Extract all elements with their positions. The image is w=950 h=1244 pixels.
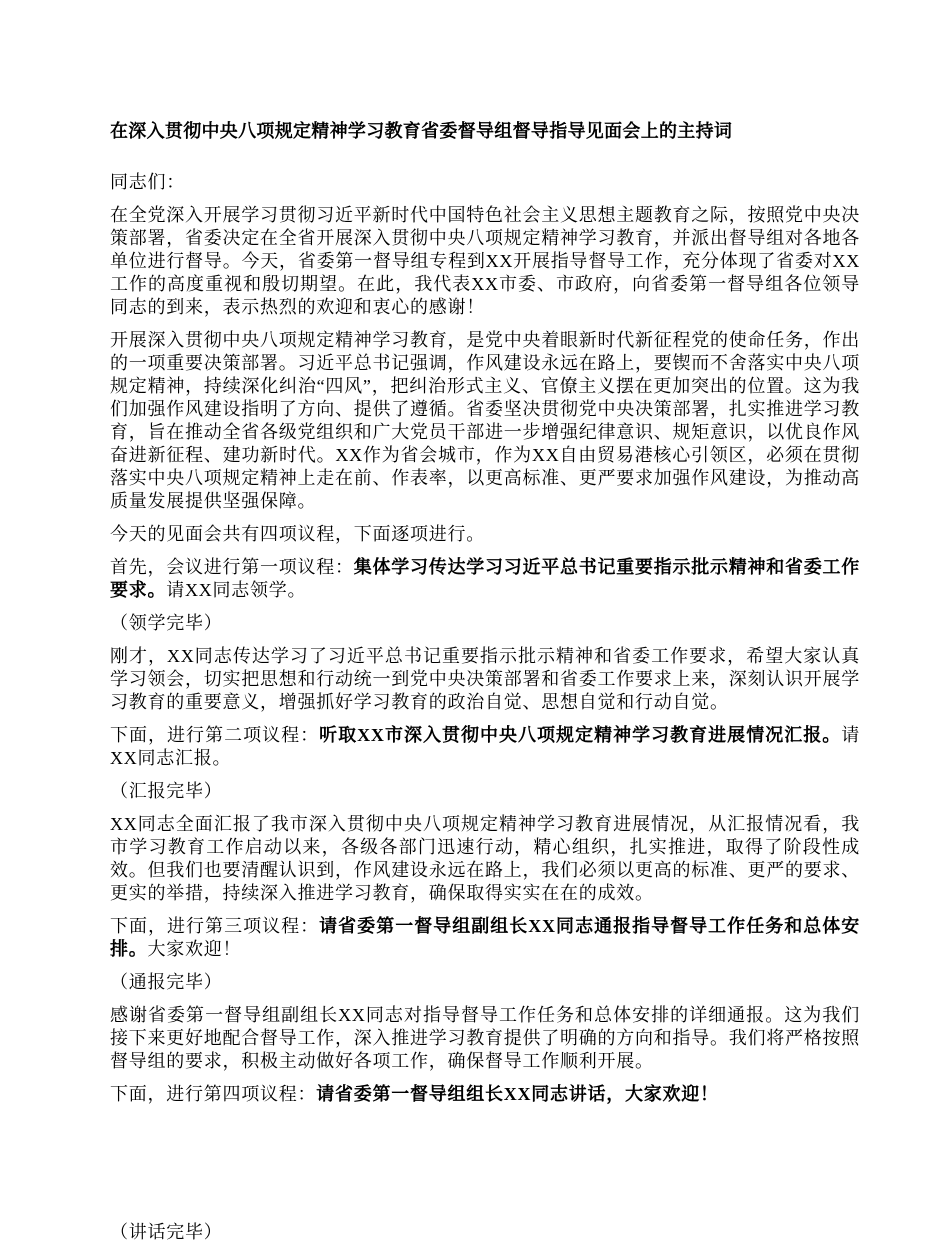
paragraph-welcome: 在全党深入开展学习贯彻习近平新时代中国特色社会主义思想主题教育之际，按照党中央决策部署，省委决定在全省开展深入贯彻中央八项规定精神学习教育，并派出督导组对各地各单位进行督导。今天，省委第一督导组专程到XX开展指导督导工作，充分体现了省委对XX工作的高度重视和殷切期望。在此，我代表XX市委、市政府，向省委第一督导组各位领导同志的到来，表示热烈的欢迎和衷心的感谢！ bbox=[110, 205, 860, 317]
agenda-2-lead: 下面，进行第二项议程： bbox=[110, 725, 320, 745]
agenda-4-topic: 请省委第一督导组组长XX同志讲话，大家欢迎！ bbox=[316, 1084, 719, 1104]
agenda-item-4 bbox=[110, 1083, 860, 1106]
agenda-item-1 bbox=[110, 556, 860, 602]
agenda-2-tail: 请XX同志汇报。 bbox=[110, 725, 861, 768]
stage-note-briefing-done: （通报完毕） bbox=[110, 972, 223, 992]
agenda-2-topic: 听取XX市深入贯彻中央八项规定精神学习教育进展情况汇报。 bbox=[319, 725, 842, 745]
document-title: 在深入贯彻中央八项规定精神学习教育省委督导组督导指导见面会上的主持词 bbox=[110, 121, 733, 141]
paragraph-agenda-intro: 今天的见面会共有四项议程，下面逐项进行。 bbox=[110, 524, 485, 544]
paragraph-after-study: 刚才，XX同志传达学习了习近平总书记重要指示批示精神和省委工作要求，希望大家认真学习领会，切实把思想和行动统一到党中央决策部署和省委工作要求上来，深刻认识开展学习教育的重要意义，增强抓好学习教育的政治自觉、思想自觉和行动自觉。 bbox=[110, 646, 860, 712]
stage-note-study-done: （领学完毕） bbox=[110, 613, 223, 633]
paragraph-after-report: XX同志全面汇报了我市深入贯彻中央八项规定精神学习教育进展情况，从汇报情况看，我市学习教育工作启动以来，各级各部门迅速行动，精心组织，扎实推进，取得了阶段性成效。但我们也要清醒认识到，作风建设永远在路上，我们必须以更高的标准、更严的要求、更实的举措，持续深入推进学习教育，确保取得实实在在的成效。 bbox=[110, 814, 860, 903]
salutation: 同志们： bbox=[110, 172, 185, 192]
agenda-item-2 bbox=[110, 724, 860, 770]
agenda-1-tail: 请XX同志领学。 bbox=[166, 580, 307, 600]
agenda-3-topic: 请省委第一督导组副组长XX同志通报指导督导工作任务和总体安排。 bbox=[110, 916, 861, 959]
agenda-item-3 bbox=[110, 915, 860, 961]
clipped-next-page-line: （讲话完毕） bbox=[110, 1222, 223, 1242]
agenda-1-lead: 首先，会议进行第一项议程： bbox=[110, 557, 354, 577]
agenda-1-topic: 集体学习传达学习习近平总书记重要指示批示精神和省委工作要求。 bbox=[110, 557, 860, 600]
agenda-4-lead: 下面，进行第四项议程： bbox=[110, 1084, 317, 1104]
agenda-3-lead: 下面，进行第三项议程： bbox=[110, 916, 320, 936]
stage-note-report-done: （汇报完毕） bbox=[110, 781, 223, 801]
paragraph-after-briefing: 感谢省委第一督导组副组长XX同志对指导督导工作任务和总体安排的详细通报。这为我们接下来更好地配合督导工作，深入推进学习教育提供了明确的方向和指导。我们将严格按照督导组的要求，积极主动做好各项工作，确保督导工作顺利开展。 bbox=[110, 1005, 860, 1071]
paragraph-significance: 开展深入贯彻中央八项规定精神学习教育，是党中央着眼新时代新征程党的使命任务，作出的一项重要决策部署。习近平总书记强调，作风建设永远在路上，要锲而不舍落实中央八项规定精神，持续深化纠治“四风”，把纠治形式主义、官僚主义摆在更加突出的位置。这为我们加强作风建设指明了方向、提供了遵循。省委坚决贯彻党中央决策部署，扎实推进学习教育，旨在推动全省各级党组织和广大党员干部进一步增强纪律意识、规矩意识，以优良作风奋进新征程、建功新时代。XX作为省会城市，作为XX自由贸易港核心引领区，必须在贯彻落实中央八项规定精神上走在前、作表率，以更高标准、更严要求加强作风建设，为推动高质量发展提供坚强保障。 bbox=[110, 330, 860, 511]
agenda-3-tail: 大家欢迎！ bbox=[147, 939, 242, 959]
document-page bbox=[110, 120, 860, 1116]
